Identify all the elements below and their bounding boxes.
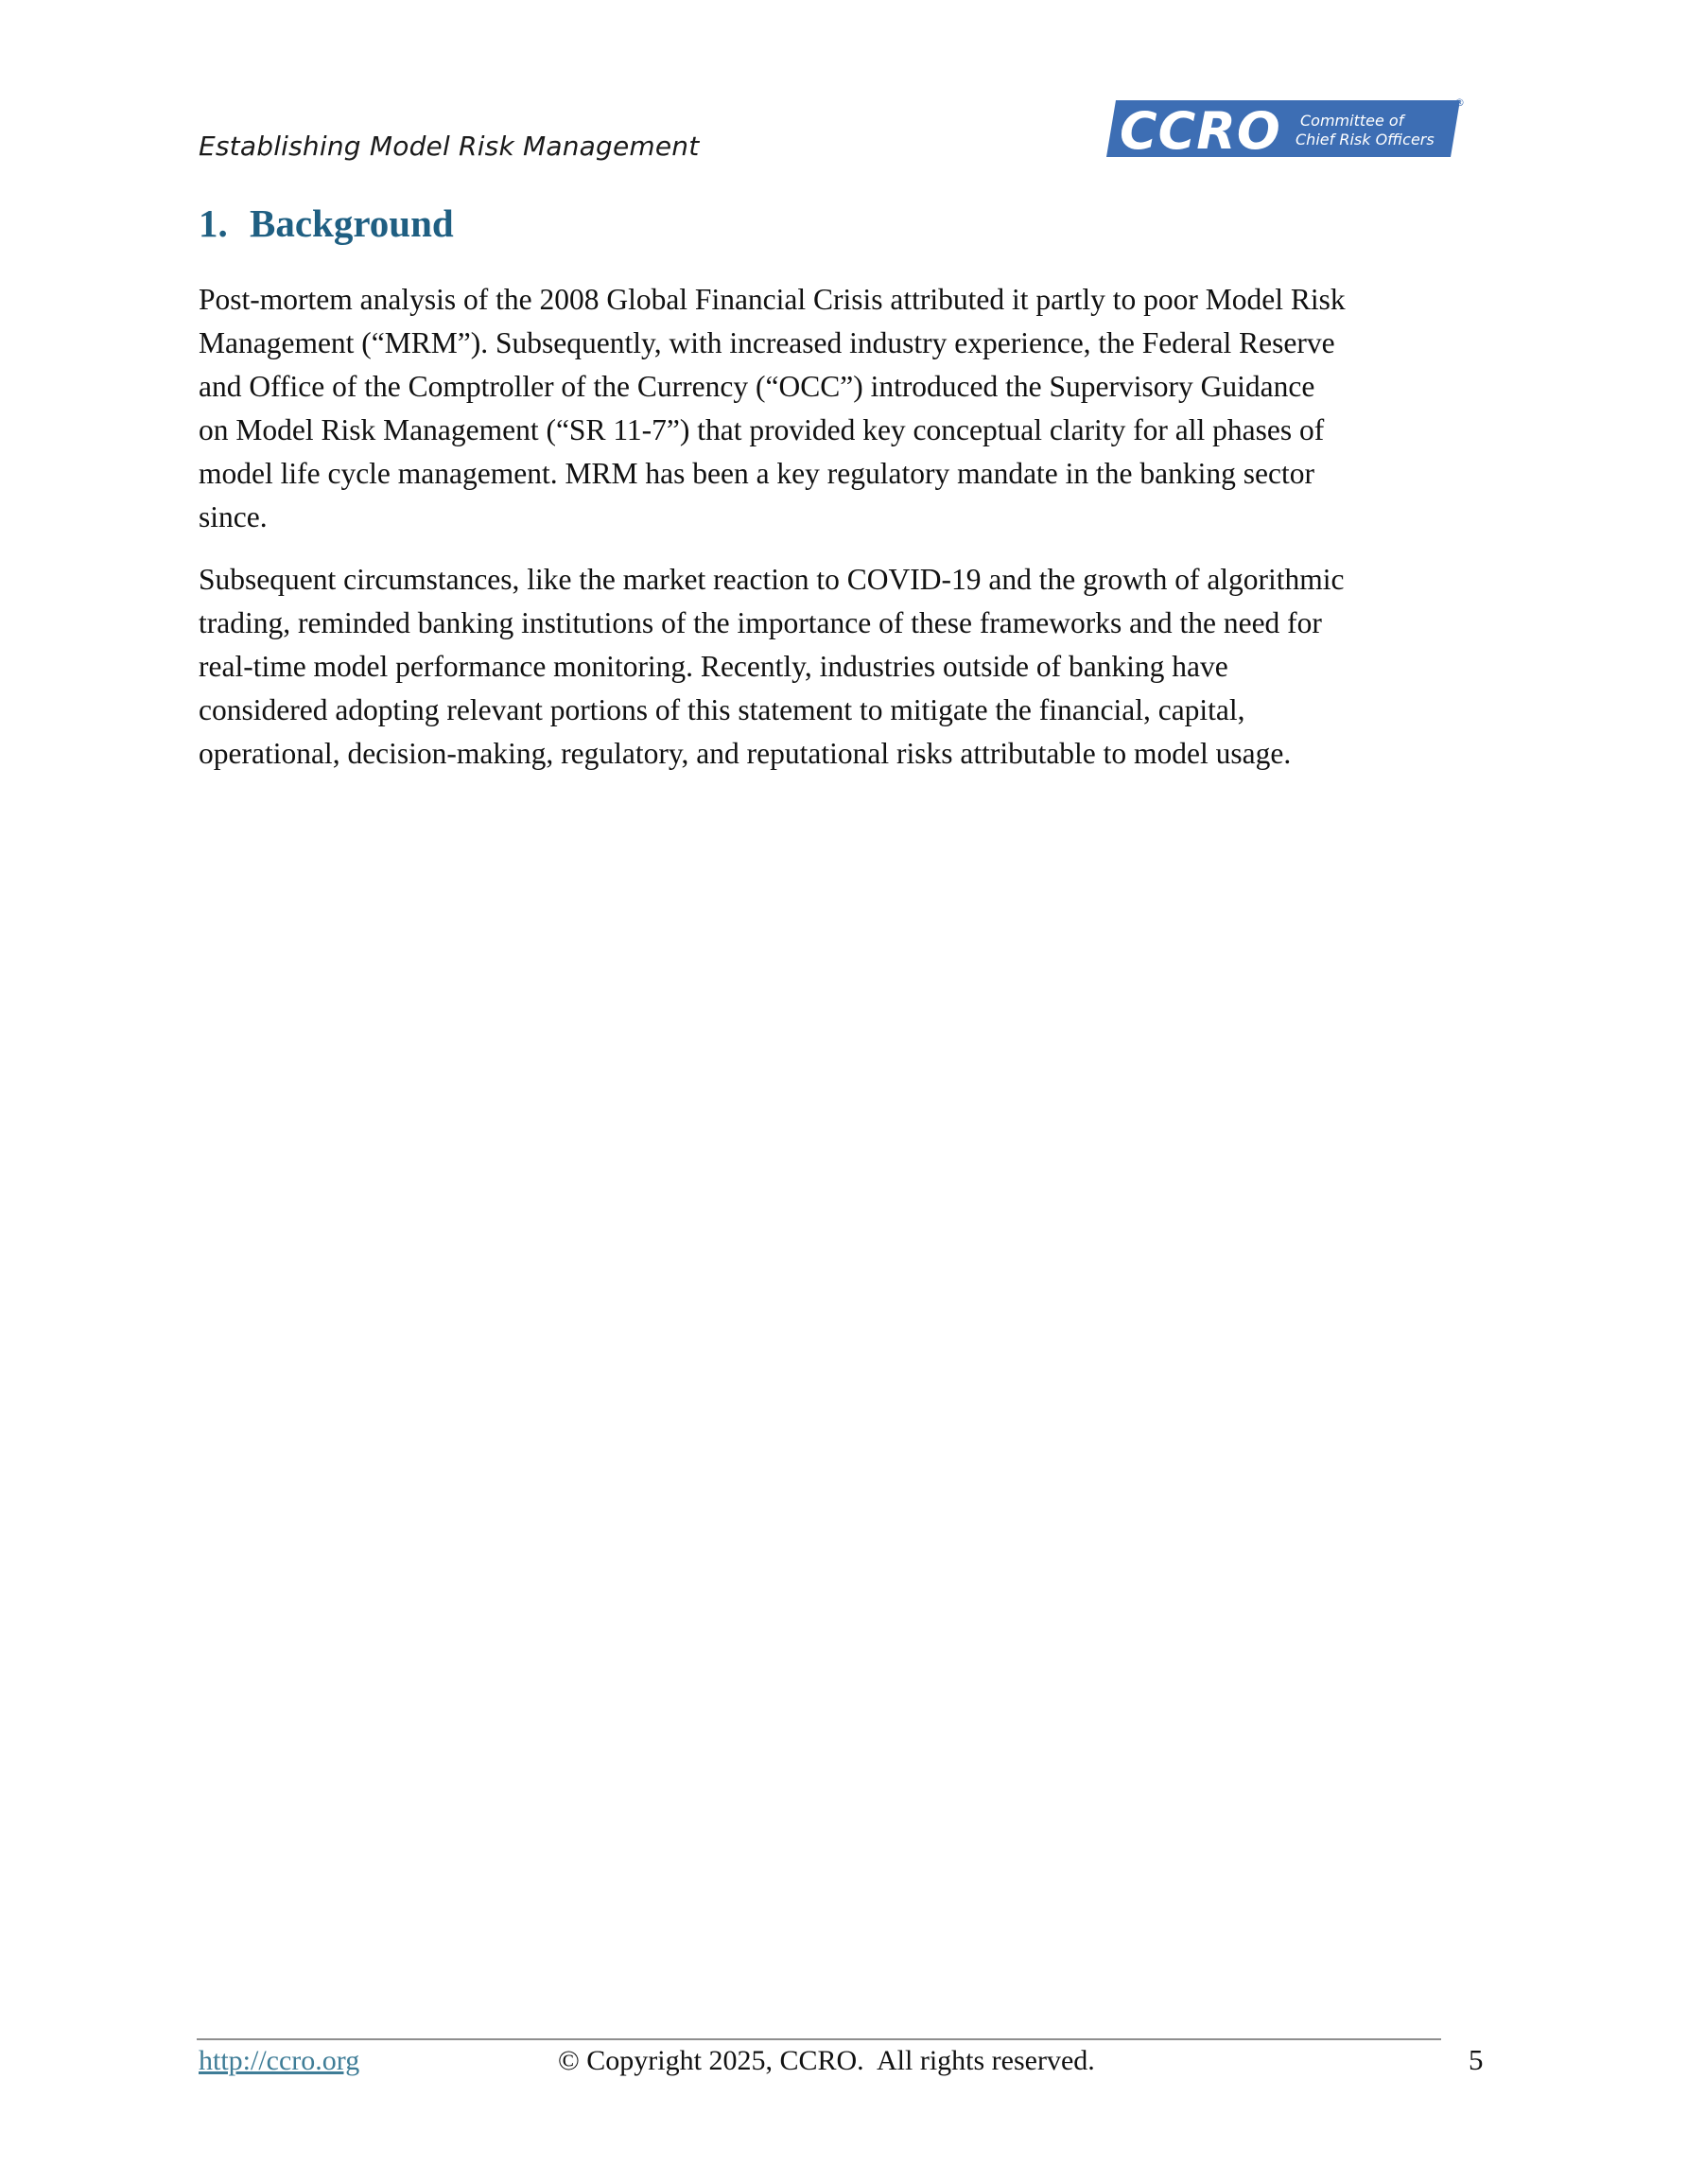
paragraph-line: trading, reminded banking institutions of the importance of these frameworks and the need for: [199, 606, 1322, 639]
page-number: 5: [1469, 2043, 1484, 2076]
paragraph-2: [199, 558, 1490, 776]
paragraph-line: operational, decision-making, regulatory, and reputational risks attributable to model usage.: [199, 737, 1292, 770]
footer-divider: [197, 2038, 1441, 2040]
logo-tagline-line1: Committee of: [1300, 112, 1404, 130]
footer-website-link[interactable]: http://ccro.org: [199, 2045, 360, 2076]
running-header-title: Establishing Model Risk Management: [199, 131, 700, 162]
paragraph-line: Post-mortem analysis of the 2008 Global Financial Crisis attributed it partly to poor Model Risk: [199, 283, 1346, 316]
logo-wordmark: CCRO: [1120, 101, 1281, 161]
section-number: 1.: [199, 201, 228, 245]
paragraph-1: [199, 278, 1490, 539]
paragraph-line: Management (“MRM”). Subsequently, with increased industry experience, the Federal Reserve: [199, 326, 1335, 359]
paragraph-line: real-time model performance monitoring. Recently, industries outside of banking have: [199, 650, 1228, 683]
section-title: Background: [250, 201, 454, 245]
paragraph-line: considered adopting relevant portions of this statement to mitigate the financial, capital,: [199, 693, 1245, 726]
logo-registered-mark: ®: [1454, 96, 1465, 109]
paragraph-line: and Office of the Comptroller of the Currency (“OCC”) introduced the Supervisory Guidance: [199, 370, 1315, 403]
footer-copyright: © Copyright 2025, CCRO. All rights reserved.: [558, 2045, 1095, 2076]
paragraph-line: model life cycle management. MRM has been a key regulatory mandate in the banking sector: [199, 457, 1314, 490]
section-heading: [199, 201, 454, 246]
paragraph-line: Subsequent circumstances, like the market reaction to COVID-19 and the growth of algorithmic: [199, 563, 1345, 596]
ccro-logo: [1106, 95, 1470, 163]
logo-tagline-line2: Chief Risk Officers: [1296, 131, 1435, 149]
paragraph-line: on Model Risk Management (“SR 11-7”) that provided key conceptual clarity for all phases of: [199, 413, 1325, 446]
paragraph-line: since.: [199, 500, 268, 533]
